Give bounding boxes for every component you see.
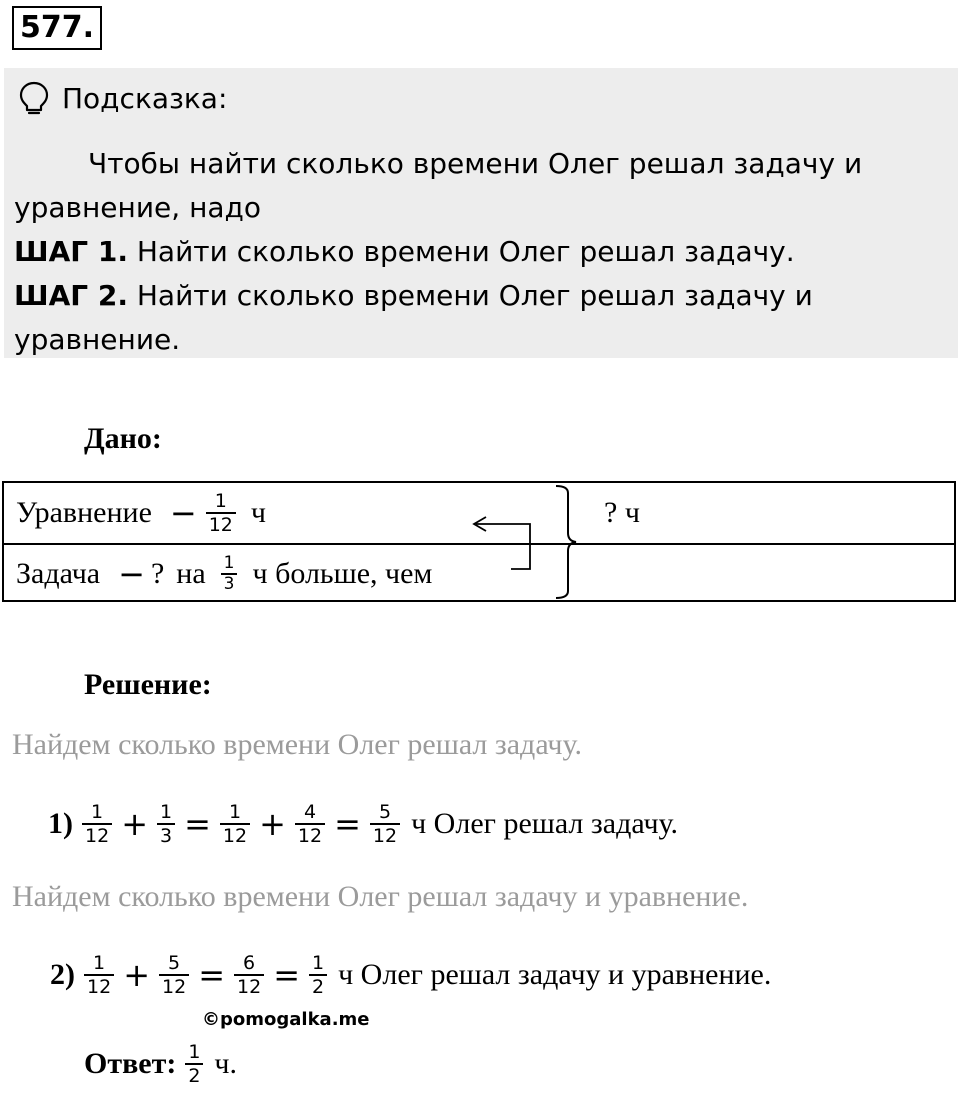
numerator: 1	[188, 1041, 201, 1063]
task-number: 577.	[12, 6, 102, 50]
answer-unit: ч.	[214, 1047, 238, 1080]
denominator: 2	[312, 976, 325, 998]
total-unknown: ? ч	[604, 496, 640, 529]
comparison-text: ч больше, чем	[252, 556, 433, 590]
fraction	[159, 952, 189, 998]
equation-text: ч Олег решал задачу и уравнение.	[338, 958, 772, 991]
hint-step-2	[14, 274, 944, 362]
hint-title: Подсказка:	[62, 81, 228, 115]
given-diagram	[4, 483, 954, 600]
fraction	[309, 952, 327, 998]
fraction	[234, 952, 264, 998]
watermark: ©pomogalka.me	[202, 1009, 370, 1030]
step-text: Найти сколько времени Олег решал задачу.	[127, 235, 795, 268]
numerator: 1	[228, 801, 242, 823]
denominator: 12	[237, 976, 262, 998]
numerator: 1	[223, 552, 235, 573]
step-number: 2)	[50, 958, 75, 991]
question-mark: ?	[150, 556, 165, 590]
hint-text	[14, 142, 944, 362]
denominator: 2	[188, 1065, 201, 1087]
numerator: 5	[378, 801, 392, 823]
curly-brace	[556, 486, 576, 598]
equals-sign: =	[334, 805, 361, 843]
row-label: Уравнение	[16, 496, 152, 529]
numerator: 1	[214, 490, 227, 512]
hint-intro: Чтобы найти сколько времени Олег решал задачу и уравнение, надо	[14, 147, 863, 224]
hint-step-1	[14, 230, 944, 274]
step-label: ШАГ 2.	[14, 279, 128, 312]
fraction	[220, 801, 250, 847]
equals-sign: =	[184, 805, 211, 843]
fraction	[157, 801, 175, 847]
word-on: на	[176, 556, 206, 590]
step-text: Найти сколько времени Олег решал задачу и уравнение.	[14, 279, 813, 356]
numerator: 1	[93, 952, 106, 974]
step-number: 1)	[48, 807, 73, 840]
denominator: 12	[85, 825, 110, 847]
equation-1	[48, 794, 678, 854]
denominator: 12	[87, 976, 112, 998]
fraction	[370, 801, 400, 847]
numerator: 6	[243, 952, 256, 974]
equation-text: ч Олег решал задачу.	[411, 807, 679, 840]
dash: −	[118, 554, 145, 593]
denominator: 3	[160, 825, 173, 847]
numerator: 4	[303, 801, 317, 823]
plus-sign: +	[121, 805, 148, 843]
fraction	[185, 1041, 203, 1087]
denominator: 12	[297, 825, 323, 847]
denominator: 12	[372, 825, 398, 847]
lightbulb-icon	[16, 80, 52, 116]
numerator: 1	[160, 801, 173, 823]
denominator: 12	[222, 825, 248, 847]
solution-heading: Решение:	[84, 668, 212, 701]
given-heading: Дано:	[84, 422, 162, 455]
equation-2	[50, 945, 771, 1005]
given-table	[2, 481, 956, 602]
step-label: ШАГ 1.	[14, 235, 128, 268]
hint-box	[4, 68, 958, 358]
numerator: 5	[168, 952, 181, 974]
substep-caption-1: Найдем сколько времени Олег решал задачу.	[12, 728, 583, 761]
plus-sign: +	[259, 805, 286, 843]
fraction	[84, 952, 114, 998]
denominator: 12	[208, 514, 233, 536]
answer	[84, 1034, 237, 1094]
substep-caption-2: Найдем сколько времени Олег решал задачу и уравнение.	[12, 880, 749, 913]
denominator: 3	[223, 573, 235, 594]
numerator: 1	[91, 801, 104, 823]
hint-heading	[16, 80, 227, 116]
fraction	[295, 801, 325, 847]
equals-sign: =	[273, 956, 300, 994]
answer-label: Ответ:	[84, 1047, 177, 1080]
unit: ч	[250, 496, 266, 529]
denominator: 12	[162, 976, 187, 998]
plus-sign: +	[123, 956, 150, 994]
equals-sign: =	[198, 956, 225, 994]
fraction	[82, 801, 112, 847]
dash: −	[169, 494, 197, 532]
row-label: Задача	[16, 556, 101, 590]
numerator: 1	[312, 952, 325, 974]
